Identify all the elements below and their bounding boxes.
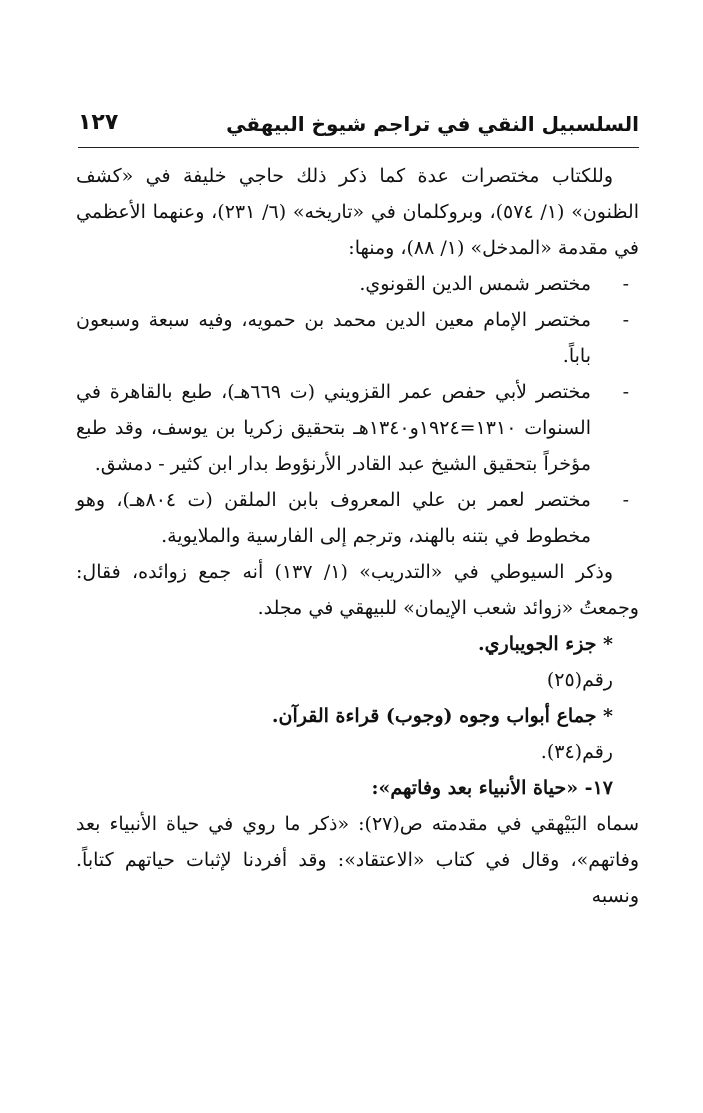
page-header bbox=[78, 108, 639, 148]
suyuti-paragraph: وذكر السيوطي في «التدريب» (١/ ١٣٧) أنه جمع زوائده، فقال: وجمعتُ «زوائد شعب الإيمان» للبيهقي في مجلد. bbox=[76, 561, 639, 619]
list-item-text: مختصر شمس الدين القونوي. bbox=[359, 273, 591, 295]
list-item-text: مختصر الإمام معين الدين محمد بن حمويه، وفيه سبعة وسبعون باباً. bbox=[76, 309, 591, 367]
list-item bbox=[76, 266, 639, 302]
juz-heading: * جزء الجويباري. bbox=[478, 633, 613, 655]
page-body bbox=[76, 158, 639, 914]
jimaa-number: رقم(٣٤). bbox=[540, 741, 613, 763]
jimaa-heading: * جماع أبواب وجوه (وجوب) قراءة القرآن. bbox=[271, 705, 613, 727]
hayat-paragraph: سماه البَيْهقي في مقدمته ص(٢٧): «ذكر ما روي في حياة الأنبياء بعد وفاتهم»، وقال في كتاب «الاعتقاد»: وقد أفردنا لإثبات حياتهم كتاباً. ونسبه bbox=[76, 813, 640, 907]
list-item-text: مختصر لأبي حفص عمر القزويني (ت ٦٦٩هـ)، طبع بالقاهرة في السنوات ١٣١٠=١٩٢٤و١٣٤٠هـ بتحقيق زكريا بن يوسف، وقد طبع مؤخراً بتحقيق الشيخ عبد القادر الأرنؤوط بدار ابن كثير - دمشق. bbox=[76, 381, 592, 475]
running-title: السلسبيل النقي في تراجم شيوخ البيهقي bbox=[226, 112, 639, 136]
list-item bbox=[76, 302, 639, 374]
juz-number: رقم(٢٥) bbox=[546, 669, 613, 691]
list-item bbox=[76, 374, 639, 482]
list-dash: - bbox=[622, 489, 629, 511]
hayat-heading: ١٧- «حياة الأنبياء بعد وفاتهم»: bbox=[371, 777, 613, 799]
intro-paragraph: وللكتاب مختصرات عدة كما ذكر ذلك حاجي خليفة في «كشف الظنون» (١/ ٥٧٤)، وبروكلمان في «تاريخه» (٦/ ٢٣١)، وعنهما الأعظمي في مقدمة «المدخل» (١/ ٨٨)، ومنها: bbox=[76, 165, 639, 259]
list-item-text: مختصر لعمر بن علي المعروف بابن الملقن (ت ٨٠٤هـ)، وهو مخطوط في بتنه بالهند، وترجم إلى الفارسية والملايوية. bbox=[76, 489, 591, 547]
page-number: ١٢٧ bbox=[78, 110, 119, 135]
list-dash: - bbox=[622, 273, 629, 295]
header-rule bbox=[78, 147, 639, 148]
list-dash: - bbox=[622, 309, 629, 331]
list-item bbox=[76, 482, 639, 554]
list-dash: - bbox=[622, 381, 629, 403]
